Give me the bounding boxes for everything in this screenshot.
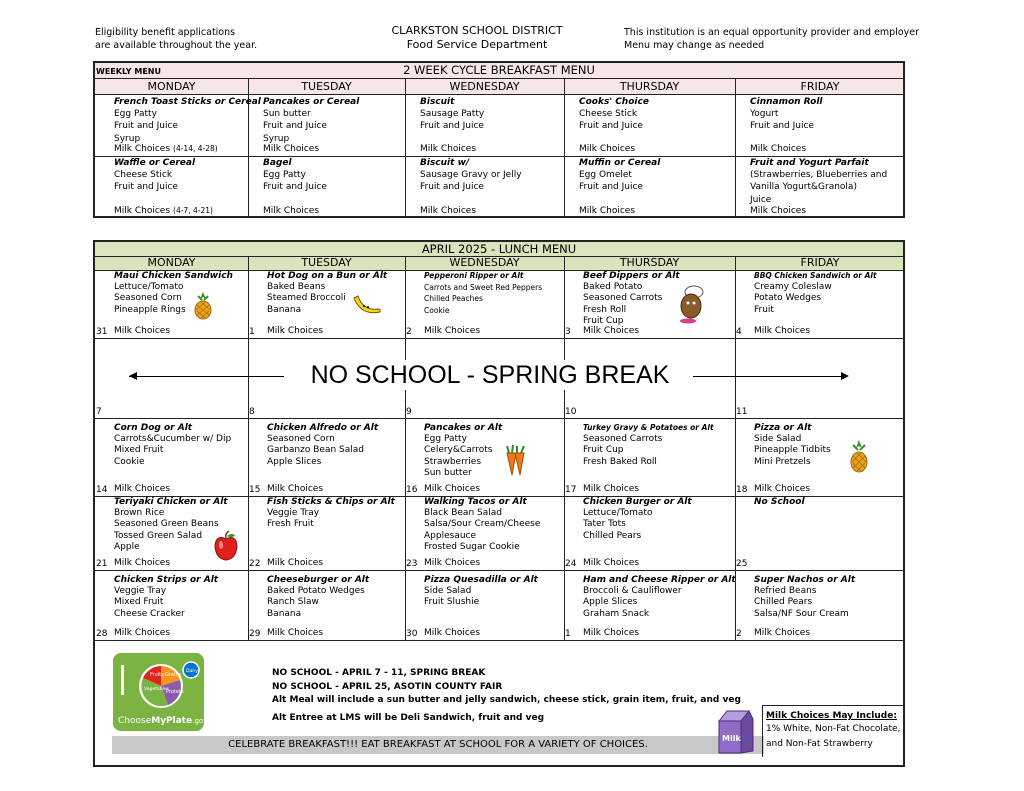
breakfast-item: Sausage Gravy or Jelly [420,170,522,181]
lunch-entree-title: Teriyaki Chicken or Alt [114,497,228,507]
lunch-side-item: Baked Beans [267,282,326,292]
lunch-side-item: Strawberries [424,456,482,467]
lunch-milk: Milk Choices [424,557,481,568]
lunch-cell [754,496,805,569]
lunch-side-item: Fruit Cup [583,445,624,456]
breakfast-item-title: Cooks' Choice [579,97,649,107]
myplate-logo [113,653,208,731]
lunch-side-item: Carrots&Cucumber w/ Dip [114,434,232,444]
lunch-side-item: Applesauce [424,530,477,541]
breakfast-milk-label: Milk Choices [750,205,807,216]
apple-icon [212,530,240,562]
breakfast-col-divider [405,79,406,216]
lunch-side-item: Brown Rice [114,508,165,518]
myplate-grains-label: Grains [165,672,182,678]
breakfast-cell [420,96,484,155]
lunch-side-item: Banana [267,608,302,619]
breakfast-item-title: Fruit and Yogurt Parfait [750,158,869,168]
lunch-cell [754,270,877,337]
lunch-row-divider [95,338,903,339]
lunch-side-item: Veggie Tray [114,586,167,596]
lunch-cell [267,422,378,495]
breakfast-item-title: Waffle or Cereal [114,158,196,168]
breakfast-item: Yogurt [750,109,779,120]
lunch-milk: Milk Choices [114,325,171,336]
breakfast-cell [579,96,649,155]
lunch-milk: Milk Choices [267,627,324,638]
lunch-day-header: FRIDAY [800,256,840,269]
breakfast-item-title: Muffin or Cereal [579,158,661,168]
breakfast-item: Egg Patty [263,170,306,181]
breakfast-cell [579,157,660,217]
lunch-side-item: Fresh Baked Roll [583,456,657,467]
spring-break-banner: NO SCHOOL - SPRING BREAK [290,360,690,390]
lunch-milk: Milk Choices [583,557,640,568]
lunch-date-number: 4 [736,327,742,337]
milk-choices-line-1: 1% White, Non-Fat Chocolate, [766,724,901,734]
breakfast-milk [750,143,806,155]
note-alt-entree: Alt Entree at LMS will be Deli Sandwich, fruit and veg [272,713,545,723]
breakfast-menu-title: 2 WEEK CYCLE BREAKFAST MENU [403,63,595,77]
breakfast-cell [750,96,823,155]
breakfast-cell [750,157,887,217]
lunch-side-item: Fruit Slushie [424,597,480,608]
lunch-side-item: Egg Patty [424,434,467,444]
breakfast-item-title: Biscuit w/ [420,158,470,168]
myplate-protein-label: Protein [166,689,184,695]
lunch-side-item: Pineapple Rings [114,304,186,315]
lunch-side-item: Mixed Fruit [114,597,164,608]
lunch-side-item: Tossed Green Salad [114,530,203,541]
eligibility-line-1: Eligibility benefit applications [95,27,236,38]
note-alt-meal: Alt Meal will include a sun butter and jelly sandwich, cheese stick, grain item, fruit, and veg [272,695,741,705]
breakfast-cell [420,157,522,217]
lunch-side-item: Mini Pretzels [754,456,811,467]
lunch-side-item: Apple Slices [267,456,322,467]
lunch-date-number: 21 [96,559,108,569]
lunch-cell [583,270,680,337]
lunch-date-number: 1 [249,327,255,337]
lunch-entree-title: Walking Tacos or Alt [424,497,527,507]
lunch-side-item: Tater Tots [583,519,626,530]
carrots-icon [499,443,533,477]
lunch-side-item: Salsa/NF Sour Cream [754,608,849,619]
breakfast-day-header: MONDAY [147,80,196,93]
lunch-side-item: Fruit Cup [583,316,624,327]
breakfast-table [93,61,905,218]
myplate-fruits-label: Fruits [150,672,164,678]
breakfast-milk-label: Milk Choices [579,143,636,154]
lunch-entree-title: Pepperoni Ripper or Alt [424,271,524,280]
lunch-date-number: 24 [565,559,577,569]
lunch-side-item: Cookie [424,305,450,315]
lunch-date-number: 29 [249,629,261,639]
breakfast-item-title: Pancakes or Cereal [263,97,360,107]
lunch-side-item: Chilled Pears [583,530,642,541]
breakfast-item: Fruit and Juice [263,182,327,193]
milk-choices-line-2: and Non-Fat Strawberry [766,739,873,749]
lunch-date-number: 31 [96,327,108,337]
lunch-milk: Milk Choices [114,627,171,638]
lunch-entree-title: Corn Dog or Alt [114,423,193,433]
lunch-menu-title: APRIL 2025 - LUNCH MENU [421,242,577,256]
lunch-milk: Milk Choices [424,325,481,336]
breakfast-item: Cheese Stick [114,170,173,181]
menu-change-line: Menu may change as needed [624,40,765,51]
breakfast-item: Syrup [114,133,141,144]
lunch-date-number: 10 [565,407,577,417]
myplate-dairy-label: Dairy [186,669,198,674]
breakfast-item-title: Biscuit [420,97,455,107]
lunch-date-number: 17 [565,485,577,495]
milk-carton-icon [713,707,757,755]
lunch-side-item: Sun butter [424,468,472,479]
note-county-fair: NO SCHOOL - APRIL 25, ASOTIN COUNTY FAIR [272,682,503,692]
lunch-cell [267,574,369,639]
lunch-day-header: TUESDAY [301,256,352,269]
lunch-side-item: Refried Beans [754,586,817,596]
lunch-side-item: Broccoli & Cauliflower [583,586,682,596]
lunch-date-number: 30 [406,629,418,639]
eligibility-note [95,26,257,52]
breakfast-milk-label: Milk Choices [579,205,636,216]
milk-choices-box [762,705,904,757]
lunch-side-item: Apple Slices [583,597,638,608]
lunch-side-item: Fresh Fruit [267,519,314,530]
spring-break-arrow-right-line [693,376,845,377]
lunch-milk: Milk Choices [754,325,811,336]
lunch-cell [114,270,233,337]
breakfast-day-header: WEDNESDAY [449,80,520,93]
breakfast-milk-dates: (4-7, 4-21) [173,205,213,215]
lunch-side-item: Seasoned Carrots [583,293,663,304]
breakfast-item: Fruit and Juice [114,121,178,132]
lunch-entree-title: Beef Dippers or Alt [583,271,680,281]
lunch-cell [114,574,218,639]
breakfast-milk [420,205,476,217]
lunch-date-number: 11 [736,407,748,417]
lunch-milk: Milk Choices [267,557,324,568]
lunch-row-divider [95,570,903,571]
breakfast-milk [114,143,218,155]
breakfast-milk [263,205,319,217]
breakfast-day-header: TUESDAY [301,80,352,93]
breakfast-milk [579,205,635,217]
milk-carton-label: Milk [722,734,741,743]
lunch-entree-title: Chicken Burger or Alt [583,497,692,507]
breakfast-item-title: Bagel [263,158,292,168]
lunch-side-item: Lettuce/Tomato [114,282,184,292]
lunch-milk: Milk Choices [424,483,481,494]
lunch-entree-title: BBQ Chicken Sandwich or Alt [754,271,877,280]
lunch-side-item: Fresh Roll [583,304,627,315]
myplate-icon [113,653,208,731]
breakfast-item: Fruit and Juice [579,182,643,193]
lunch-side-item: Cookie [114,456,145,467]
breakfast-day-header: THURSDAY [619,80,680,93]
breakfast-milk [114,205,213,217]
lunch-side-item: Seasoned Carrots [583,434,663,444]
district-title [370,24,584,52]
lunch-cell [114,422,231,495]
lunch-entree-title: Cheeseburger or Alt [267,575,370,585]
breakfast-milk-dates: (4-14, 4-28) [173,143,218,153]
lunch-date-number: 28 [96,629,108,639]
lunch-side-item: Chilled Peaches [424,294,483,304]
lunch-side-item: Steamed Broccoli [267,293,346,304]
lunch-cell [267,496,395,569]
lunch-side-item: Baked Potato [583,282,643,292]
lunch-side-item: Chilled Pears [754,597,813,608]
breakfast-milk-label: Milk Choices [114,205,171,216]
lunch-date-number: 18 [736,485,748,495]
breakfast-item: Egg Patty [114,109,157,120]
eligibility-line-2: are available throughout the year. [95,40,258,51]
lunch-side-item: Banana [267,304,302,315]
lunch-entree-title: No School [754,497,805,507]
breakfast-item: Fruit and Juice [750,121,814,132]
lunch-day-header: WEDNESDAY [449,256,520,269]
lunch-cell [424,574,538,639]
breakfast-cell [263,96,359,155]
breakfast-item: Sausage Patty [420,109,485,120]
lunch-entree-title: Pizza or Alt [754,423,812,433]
district-name: CLARKSTON SCHOOL DISTRICT [391,24,563,37]
lunch-entree-title: Turkey Gravy & Potatoes or Alt [583,423,714,432]
lunch-date-number: 15 [249,485,261,495]
lunch-entree-title: Hot Dog on a Bun or Alt [267,271,388,281]
lunch-date-number: 25 [736,559,748,569]
breakfast-item: Fruit and Juice [420,121,484,132]
lunch-milk: Milk Choices [583,627,640,638]
lunch-day-header: MONDAY [147,256,196,269]
lunch-milk: Milk Choices [267,483,324,494]
lunch-side-item: Mixed Fruit [114,445,164,456]
potato-chef-icon [674,284,710,324]
breakfast-item: Cheese Stick [579,109,638,120]
lunch-milk: Milk Choices [114,483,171,494]
breakfast-item: Fruit and Juice [263,121,327,132]
lunch-entree-title: Chicken Alfredo or Alt [267,423,379,433]
lunch-side-item: Potato Wedges [754,293,822,304]
lunch-side-item: Veggie Tray [267,508,320,518]
lunch-date-number: 14 [96,485,108,495]
breakfast-cell [263,157,327,217]
lunch-entree-title: Chicken Strips or Alt [114,575,219,585]
lunch-date-number: 3 [565,327,571,337]
lunch-side-item: Frosted Sugar Cookie [424,542,520,553]
lunch-entree-title: Ham and Cheese Ripper or Alt [583,575,736,585]
lunch-side-item: Salsa/Sour Cream/Cheese [424,519,541,530]
lunch-col-divider [564,256,565,640]
lunch-milk: Milk Choices [114,557,171,568]
equal-opportunity-note [624,26,919,52]
lunch-cell [424,270,542,337]
note-spring-break: NO SCHOOL - APRIL 7 - 11, SPRING BREAK [272,668,486,678]
lunch-side-item: Side Salad [754,434,802,444]
lunch-milk: Milk Choices [583,325,640,336]
lunch-milk: Milk Choices [754,627,811,638]
breakfast-cell [114,157,213,217]
pineapple-icon-2 [847,438,871,474]
lunch-side-item: Side Salad [424,586,472,596]
lunch-cell [583,422,714,495]
lunch-date-number: 22 [249,559,261,569]
lunch-side-item: Pineapple Tidbits [754,445,831,456]
lunch-date-number: 1 [565,629,571,639]
lunch-side-item: Creamy Coleslaw [754,282,832,292]
lunch-date-number: 2 [406,327,412,337]
breakfast-item: Egg Omelet [579,170,632,181]
lunch-cell [114,496,228,569]
equal-opportunity-line: This institution is an equal opportunity provider and employer [624,27,920,38]
lunch-row-divider [95,418,903,419]
arrow-right-icon [841,372,849,380]
breakfast-milk [579,143,635,155]
lunch-side-item: Carrots and Sweet Red Peppers [424,283,543,292]
myplate-vegetables-label: Vegetables [144,687,169,692]
lunch-side-item: Apple [114,542,140,553]
lunch-entree-title: Maui Chicken Sandwich [114,271,233,281]
breakfast-milk [263,143,319,155]
breakfast-item: Fruit and Juice [114,182,178,193]
lunch-side-item: Seasoned Green Beans [114,519,219,530]
breakfast-day-header: FRIDAY [800,80,840,93]
lunch-col-divider [405,256,406,640]
breakfast-item-title: Cinnamon Roll [750,97,823,107]
lunch-date-number: 9 [406,407,412,417]
lunch-col-divider [248,256,249,640]
lunch-cell [424,422,502,495]
lunch-side-item: Seasoned Corn [114,293,182,304]
arrow-left-icon [129,372,137,380]
lunch-milk: Milk Choices [267,325,324,336]
lunch-side-item: Seasoned Corn [267,434,335,444]
breakfast-milk-label: Milk Choices [420,205,477,216]
lunch-milk: Milk Choices [424,627,481,638]
lunch-cell [754,574,855,639]
lunch-cell [754,422,831,495]
lunch-side-item: Graham Snack [583,608,650,619]
lunch-side-item: Cheese Cracker [114,608,185,619]
lunch-entree-title: Pancakes or Alt [424,423,503,433]
lunch-milk: Milk Choices [583,483,640,494]
breakfast-col-divider [564,79,565,216]
banana-icon [351,292,383,320]
lunch-entree-title: Fish Sticks & Chips or Alt [267,497,395,507]
breakfast-item: Vanilla Yogurt&Granola) [750,182,857,193]
breakfast-item: Syrup [263,133,290,144]
myplate-brand-text: ChooseMyPlate.gov [118,716,208,726]
lunch-side-item: Celery&Carrots [424,445,493,456]
breakfast-milk [750,205,806,217]
lunch-date-number: 7 [96,407,102,417]
breakfast-item-title: French Toast Sticks or Cereal [114,97,261,107]
lunch-entree-title: Super Nachos or Alt [754,575,856,585]
breakfast-milk-label: Milk Choices [114,143,171,154]
breakfast-milk-label: Milk Choices [420,143,477,154]
breakfast-item: Sun butter [263,109,311,120]
lunch-side-item: Fruit [754,304,774,315]
lunch-side-item: Ranch Slaw [267,597,319,608]
lunch-milk: Milk Choices [754,483,811,494]
milk-choices-box-title: Milk Choices May Include: [766,711,897,721]
lunch-entree-title: Pizza Quesadilla or Alt [424,575,538,585]
lunch-date-number: 16 [406,485,418,495]
breakfast-cell [114,96,261,155]
lunch-cell [424,496,540,569]
lunch-date-number: 23 [406,559,418,569]
weekly-menu-label: WEEKLY MENU [96,67,161,76]
lunch-day-header: THURSDAY [619,256,680,269]
lunch-side-item: Garbanzo Bean Salad [267,445,364,456]
breakfast-item: Juice [750,194,772,205]
breakfast-item: Fruit and Juice [420,182,484,193]
breakfast-milk-label: Milk Choices [750,143,807,154]
pineapple-icon [191,290,215,320]
breakfast-milk-label: Milk Choices [263,205,320,216]
breakfast-item: (Strawberries, Blueberries and [750,170,888,181]
breakfast-col-divider [735,79,736,216]
celebrate-breakfast-banner: CELEBRATE BREAKFAST!!! EAT BREAKFAST AT SCHOOL FOR A VARIETY OF CHOICES. [112,736,764,754]
lunch-side-item: Lettuce/Tomato [583,508,653,518]
lunch-side-item: Black Bean Salad [424,508,502,518]
lunch-cell [583,574,736,639]
breakfast-item: Fruit and Juice [579,121,643,132]
department-name: Food Service Department [406,38,548,51]
breakfast-milk [420,143,476,155]
lunch-row-divider [95,640,903,641]
spring-break-arrow-left-line [129,376,284,377]
lunch-date-number: 8 [249,407,255,417]
lunch-side-item: Baked Potato Wedges [267,586,365,596]
lunch-date-number: 2 [736,629,742,639]
lunch-cell [583,496,692,569]
breakfast-milk-label: Milk Choices [263,143,320,154]
